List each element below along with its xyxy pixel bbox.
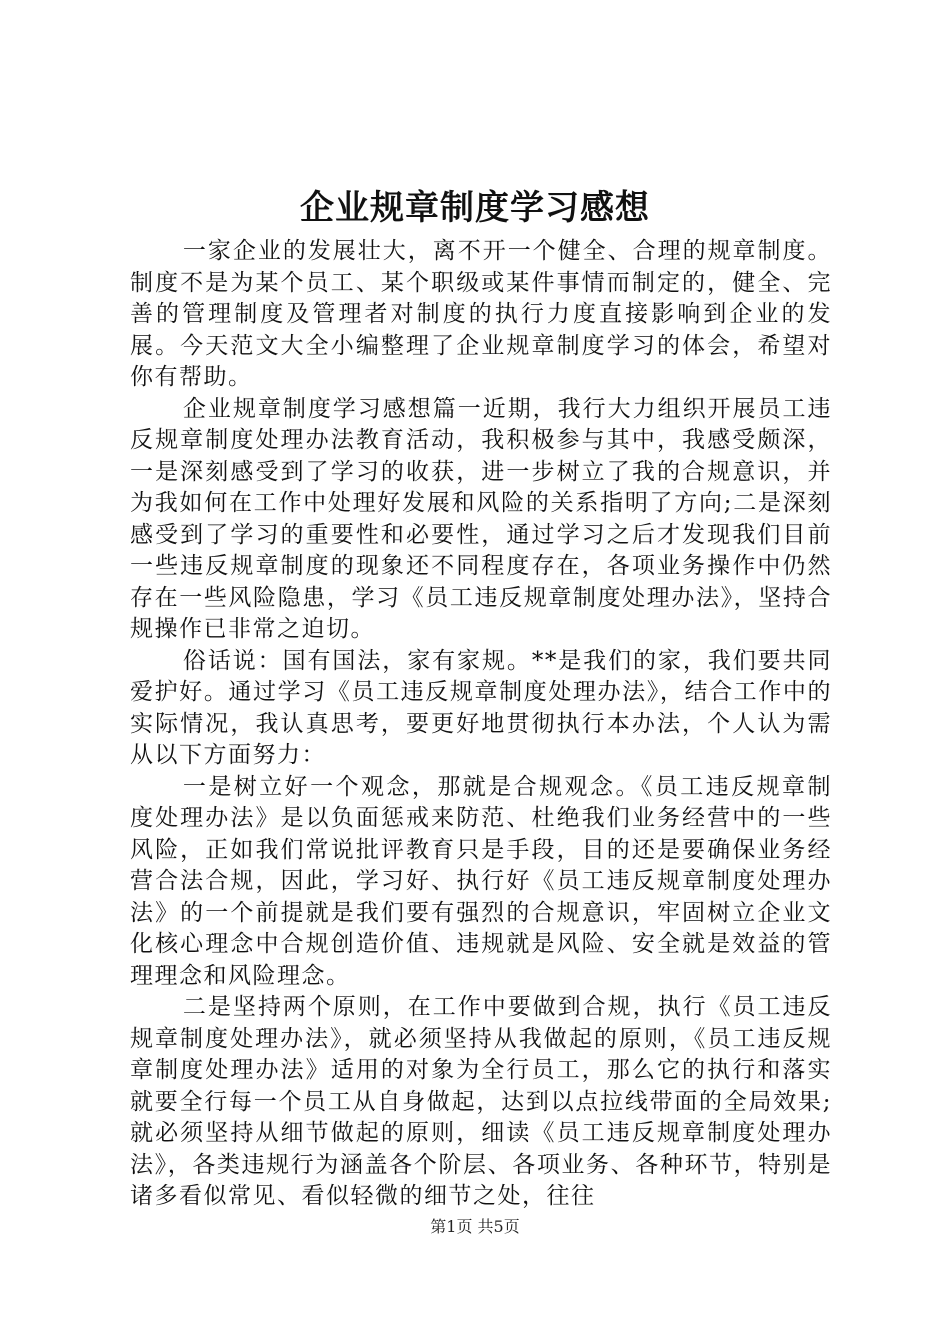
paragraph-saying: 俗话说：国有国法，家有家规。**是我们的家，我们要共同爱护好。通过学习《员工违反规章制度处理办法》，结合工作中的实际情况，我认真思考，要更好地贯彻执行本办法，个人认为需从以下方面努力： [130,647,832,768]
paragraph-article-one: 企业规章制度学习感想篇一近期，我行大力组织开展员工违反规章制度处理办法教育活动，我积极参与其中，我感受颇深，一是深刻感受到了学习的收获，进一步树立了我的合规意识，并为我如何在工作中处理好发展和风险的关系指明了方向;二是深刻感受到了学习的重要性和必要性，通过学习之后才发现我们目前一些违反规章制度的现象还不同程度存在，各项业务操作中仍然存在一些风险隐患，学习《员工违反规章制度处理办法》，坚持合规操作已非常之迫切。 [130,395,832,642]
paragraph-point-one: 一是树立好一个观念，那就是合规观念。《员工违反规章制度处理办法》是以负面惩戒来防范、杜绝我们业务经营中的一些风险，正如我们常说批评教育只是手段，目的还是要确保业务经营合法合规，因此，学习好、执行好《员工违反规章制度处理办法》的一个前提就是我们要有强烈的合规意识，牢固树立企业文化核心理念中合规创造价值、违规就是风险、安全就是效益的管理理念和风险理念。 [130,773,832,989]
document-body [130,236,832,1213]
document-title: 企业规章制度学习感想 [300,188,650,228]
paragraph-intro: 一家企业的发展壮大，离不开一个健全、合理的规章制度。制度不是为某个员工、某个职级或某件事情而制定的，健全、完善的管理制度及管理者对制度的执行力度直接影响到企业的发展。今天范文大全小编整理了企业规章制度学习的体会，希望对你有帮助。 [130,238,832,390]
page-number-footer: 第1页 共5页 [430,1217,520,1236]
paragraph-point-two: 二是坚持两个原则，在工作中要做到合规，执行《员工违反规章制度处理办法》，就必须坚持从我做起的原则，《员工违反规章制度处理办法》适用的对象为全行员工，那么它的执行和落实就要全行每一个员工从自身做起，达到以点拉线带面的全局效果;就必须坚持从细节做起的原则，细读《员工违反规章制度处理办法》，各类违规行为涵盖各个阶层、各项业务、各种环节，特别是诸多看似常见、看似轻微的细节之处，往往 [130,994,832,1209]
